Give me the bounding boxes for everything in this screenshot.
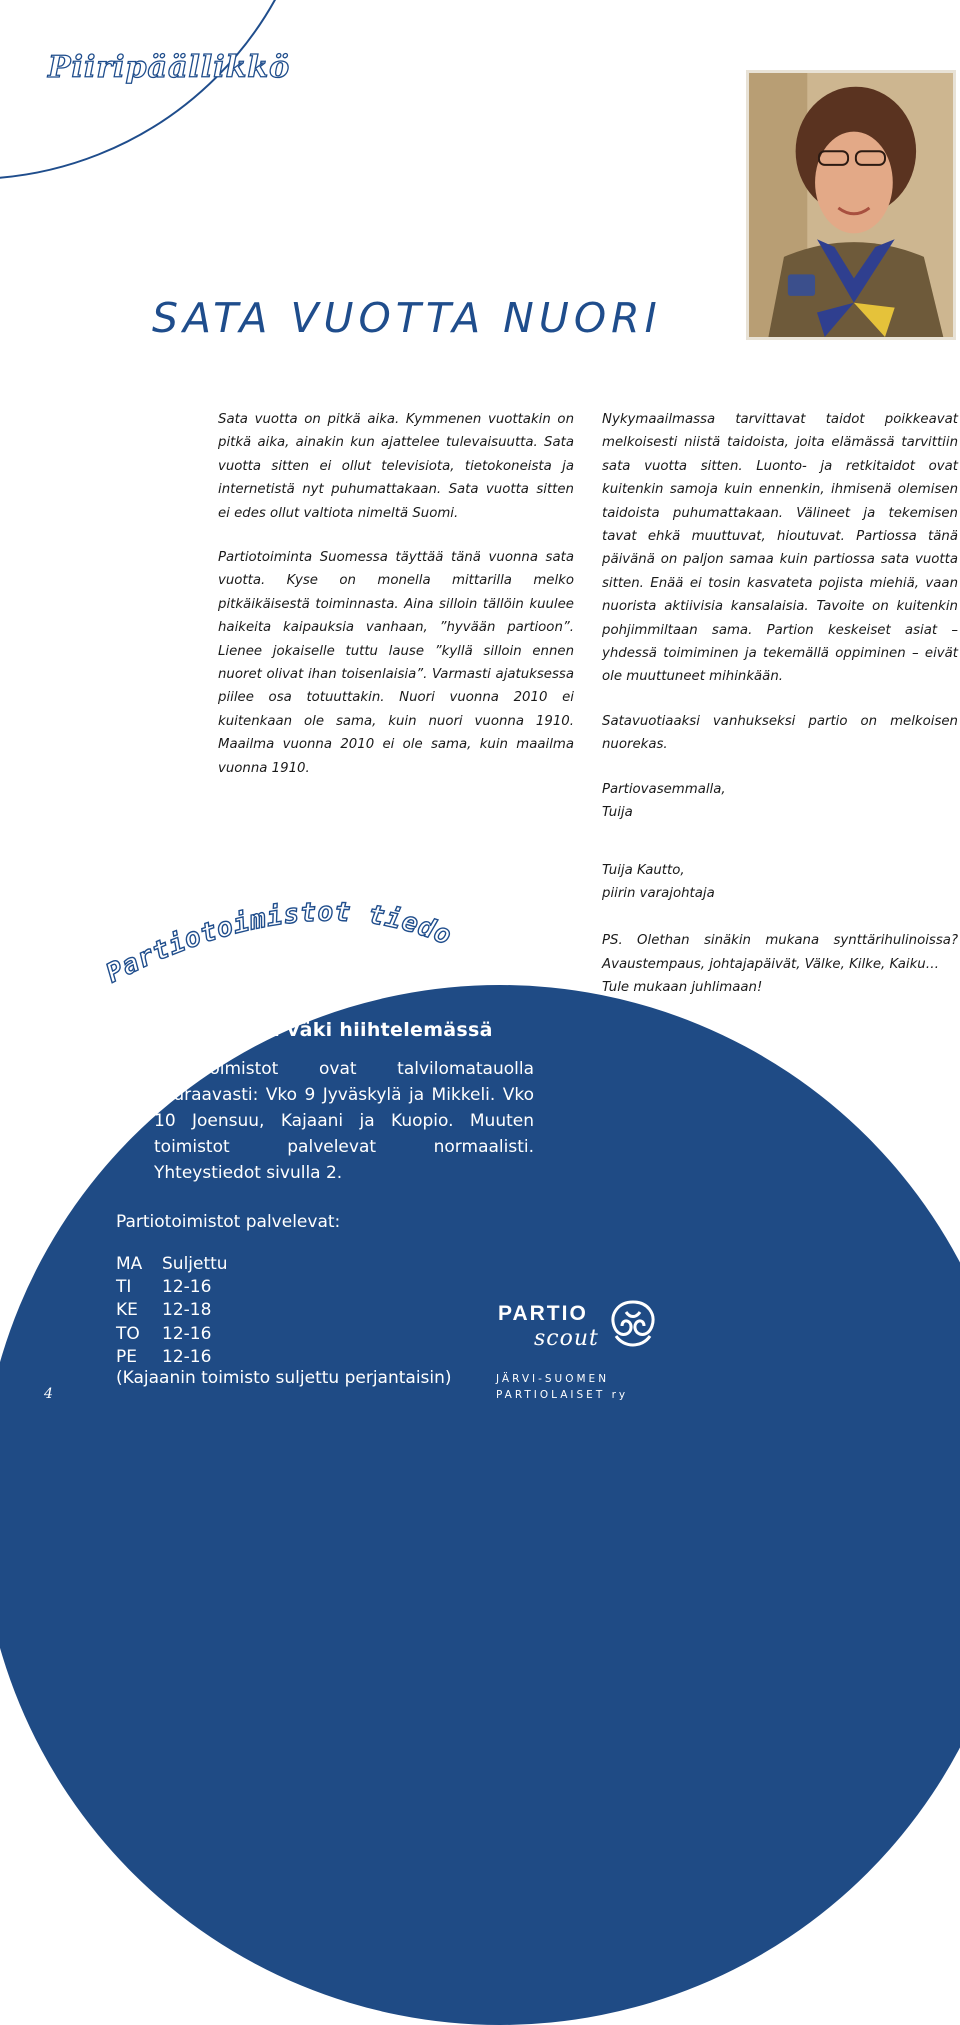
hours-time: 12-16 — [162, 1346, 212, 1367]
article-paragraph: Sata vuotta on pitkä aika. Kymmenen vuottakin on pitkä aika, ainakin kun ajattelee tulevaisuutta. Sata vuotta sitten ei ollut televisiota, tietokoneista ja internetistä nyt puhumattakaan. Sata vuotta sitten ei edes ollut valtiota nimeltä Suomi. — [218, 412, 574, 521]
signature-name: Tuija Kautto, — [602, 862, 685, 878]
notice-body: Partiotoimistot ovat talvilomatauolla seuraavasti: Vko 9 Jyväskylä ja Mikkeli. Vko 10 Joensuu, Kajaani ja Kuopio. Muuten toimistot palvelevat normaalisti. Yhteystiedot sivulla 2. — [154, 1059, 534, 1183]
postscript — [602, 929, 958, 999]
hours-row — [116, 1346, 228, 1369]
decorative-arc — [0, 0, 320, 180]
notice-heading: Toimistojen väki hiihtelemässä — [154, 1019, 493, 1041]
hours-row — [116, 1253, 228, 1276]
hours-day: TI — [116, 1277, 132, 1298]
article-paragraph: Nykymaailmassa tarvittavat taidot poikkeavat melkoisesti niistä taidoista, joita elämässä tarvittiin sata vuotta sitten. Luonto- ja retkitaidot ovat kuitenkin samoja kuin ennenkin, ihmisenä olemisen taidoista puhumattakaan. Välineet ja tekemisen tavat ehkä muuttuvat, hioutuvat. Partiossa tänä päivänä on paljon samaa kuin partiossa sata vuotta sitten. Enää ei tosin kasvateta pojista miehiä, vaan nuorista aktiivisia kansalaisia. Tavoite on kuitenkin pohjimmiltaan sama. Partion keskeiset asiat – yhdessä toimiminen ja tekemällä oppiminen – eivät ole muuttuneet mihinkään. — [602, 412, 958, 685]
notice-title-text — [44, 865, 457, 989]
closing — [602, 778, 958, 825]
hours-time: 12-18 — [162, 1300, 212, 1321]
scout-emblem-icon — [604, 1296, 662, 1352]
hours-intro: Partiotoimistot palvelevat: — [116, 1212, 341, 1232]
closing-line: Partiovasemmalla, — [602, 781, 726, 797]
postscript-text: PS. Olethan sinäkin mukana synttärihulinoissa? Avaustempaus, johtajapäivät, Välke, Kilke, Kaiku… — [602, 933, 958, 972]
hours-day: PE — [116, 1346, 137, 1367]
hours-day: TO — [116, 1323, 140, 1344]
notice-title-art — [43, 865, 572, 1008]
article-paragraph: Satavuotiaaksi vanhukseksi partio on melkoisen nuorekas. — [602, 713, 958, 753]
signature — [602, 859, 958, 906]
hours-time: 12-16 — [162, 1277, 212, 1298]
signature-role: piirin varajohtaja — [602, 885, 715, 901]
page-headline: SATA VUOTTA NUORI — [152, 294, 662, 342]
logo-org-line1: JÄRVI-SUOMEN — [496, 1373, 610, 1385]
hours-note: (Kajaanin toimisto suljettu perjantaisin) — [116, 1368, 452, 1388]
hours-row — [116, 1299, 228, 1322]
hours-row — [116, 1323, 228, 1346]
notice-title — [43, 865, 572, 1008]
section-title: Piiripäällikkö — [48, 50, 291, 85]
closing-name: Tuija — [602, 805, 633, 821]
logo-scout: scout — [534, 1326, 599, 1351]
logo-word: PARTIO — [498, 1302, 588, 1325]
article-left-column — [218, 408, 574, 801]
hours-time: Suljettu — [162, 1254, 228, 1274]
opening-hours-list — [116, 1253, 228, 1369]
hours-day: KE — [116, 1300, 138, 1321]
portrait-illustration — [749, 73, 953, 337]
portrait-photo — [746, 70, 956, 340]
hours-time: 12-16 — [162, 1323, 212, 1344]
article-right-column — [602, 408, 958, 1021]
notice-title-path: Partiotoimistot tiedottaa: — [43, 865, 457, 990]
page-number: 4 — [44, 1386, 53, 1402]
postscript-cta: Tule mukaan juhlimaan! — [602, 980, 763, 996]
hours-day: MA — [116, 1254, 143, 1274]
logo-org-line2: PARTIOLAISET ry — [496, 1389, 629, 1401]
hours-row — [116, 1276, 228, 1299]
article-paragraph: Partiotoiminta Suomessa täyttää tänä vuonna sata vuotta. Kyse on monella mittarilla melko pitkäikäisestä toiminnasta. Aina silloin tällöin kuulee haikeita kaipauksia vanhaan, ”hyvään partioon”. Lienee jokaiselle tuttu lause ”kyllä silloin ennen nuoret olivat ihan toisenlaisia”. Varmasti ajatuksessa piilee osa totuuttakin. Nuori vuonna 2010 ei kuitenkaan ole sama, kuin nuori vuonna 1910. Maailma vuonna 2010 ei ole sama, kuin maailma vuonna 1910. — [218, 550, 574, 776]
